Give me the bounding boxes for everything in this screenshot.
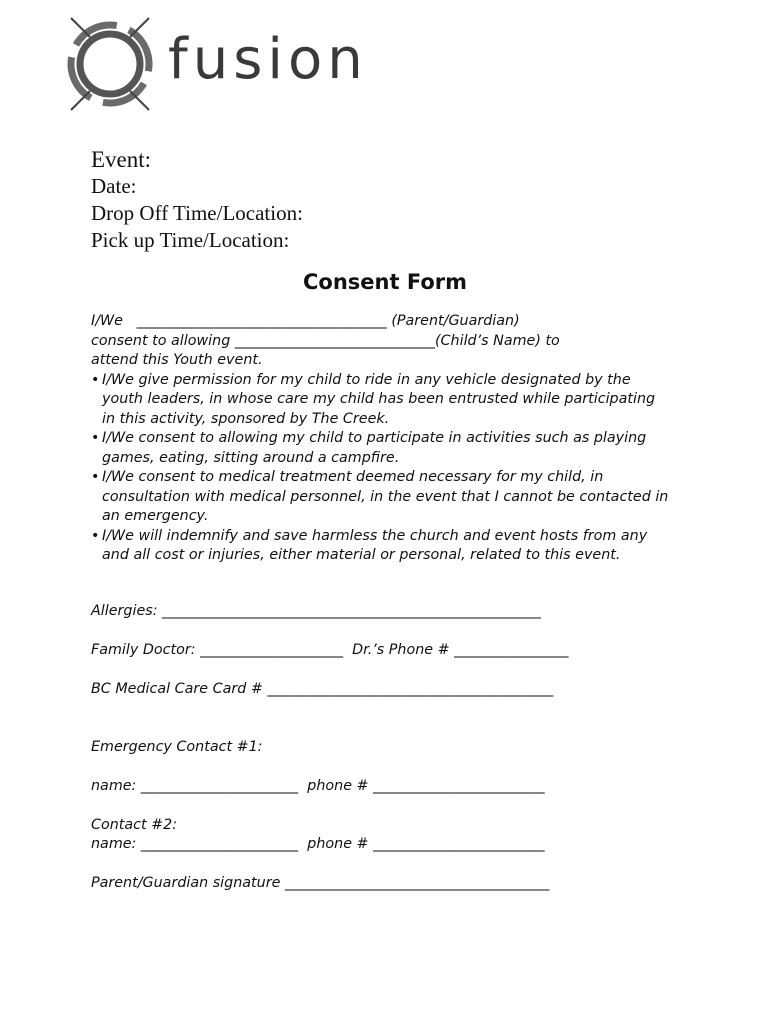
bullet-text: I/We consent to medical treatment deemed necessary for my child, in consultation with medical personnel, in the event that I cannot be contacted in an emergency. [102, 469, 669, 524]
pickup-label: Pick up Time/Location: [91, 228, 290, 252]
consent-bullet-indemnify [91, 527, 672, 566]
dropoff-label: Drop Off Time/Location: [91, 201, 303, 225]
bullet-icon: • [91, 371, 100, 388]
contact-2-fields[interactable]: name: ______________________ phone # ________________________ [91, 836, 545, 852]
contact-2-label: Contact #2: [91, 817, 178, 833]
event-details [91, 146, 303, 254]
bullet-text: I/We consent to allowing my child to participate in activities such as playing games, eating, sitting around a campfire. [102, 430, 647, 466]
form-title: Consent Form [303, 270, 467, 294]
bullet-icon: • [91, 469, 100, 485]
consent-bullet-activities [91, 429, 672, 468]
parent-guardian-line[interactable]: I/We ___________________________________ (Parent/Guardian) [91, 313, 520, 329]
medical-card-field[interactable]: BC Medical Care Card # ________________________________________ [91, 681, 554, 697]
contact-1-fields[interactable]: name: ______________________ phone # ________________________ [91, 778, 545, 794]
bullet-icon: • [91, 527, 100, 544]
consent-bullet-vehicle [91, 371, 672, 430]
logo-text: fusion [168, 27, 368, 92]
family-doctor-field[interactable]: Family Doctor: ____________________ Dr.’s Phone # ________________ [91, 642, 569, 658]
signature-field[interactable]: Parent/Guardian signature _____________________________________ [91, 875, 550, 891]
bullet-text: I/We give permission for my child to ride in any vehicle designated by the youth leaders, in whose care my child has been entrusted while participating in this activity, sponsored by The Creek. [102, 371, 656, 427]
date-label: Date: [91, 174, 137, 198]
attend-line: attend this Youth event. [91, 352, 263, 368]
target-ring-icon [64, 14, 164, 114]
bullet-icon: • [91, 430, 100, 446]
fusion-logo [64, 14, 368, 114]
consent-text [91, 312, 691, 566]
allergies-field[interactable]: Allergies: _____________________________________________________ [91, 603, 541, 619]
child-name-line[interactable]: consent to allowing ____________________________(Child’s Name) to [91, 332, 560, 349]
bullet-text: I/We will indemnify and save harmless the church and event hosts from any and all cost or injuries, either material or personal, related to this event. [102, 527, 648, 563]
event-label: Event: [91, 147, 152, 172]
emergency-contact-1-label: Emergency Contact #1: [91, 739, 263, 755]
consent-bullet-medical [91, 468, 672, 527]
